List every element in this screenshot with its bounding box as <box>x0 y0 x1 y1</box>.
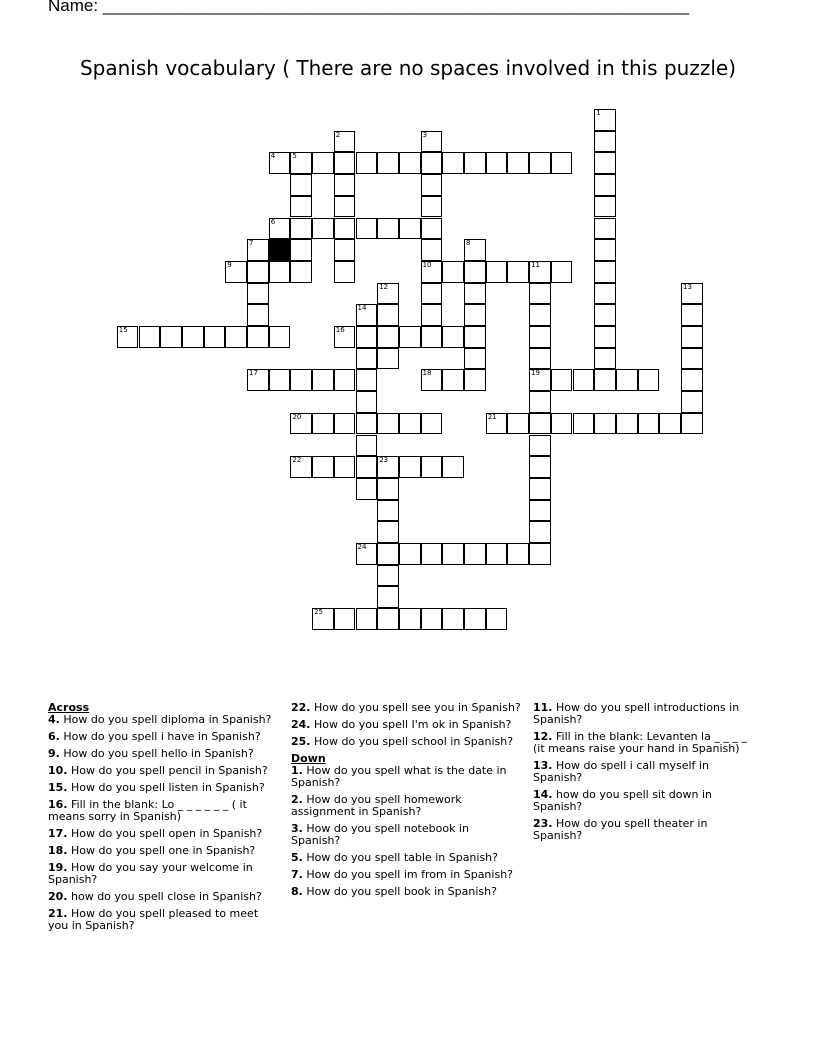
clue-item-text: Fill in the blank: Lo _ _ _ _ _ _ ( it means sorry in Spanish) <box>48 798 247 823</box>
grid-cell[interactable] <box>334 239 356 261</box>
clue-number: 3 <box>422 130 428 139</box>
clue-item <box>48 765 272 777</box>
grid-cell[interactable] <box>507 543 529 565</box>
clue-item-text: How do you spell table in Spanish? <box>302 851 498 864</box>
clue-item-text: how do you spell sit down in Spanish? <box>533 788 712 813</box>
grid-cell[interactable] <box>464 543 486 565</box>
grid-cell[interactable] <box>356 543 378 565</box>
down-heading: Down <box>291 752 326 765</box>
grid-cell[interactable] <box>529 521 551 543</box>
clue-item <box>48 782 272 794</box>
grid-cell[interactable] <box>377 500 399 522</box>
grid-cell[interactable] <box>290 174 312 196</box>
clue-item <box>48 828 272 840</box>
grid-cell[interactable] <box>139 326 161 348</box>
clue-number: 1 <box>596 109 601 117</box>
clue-item-number: 2. <box>291 793 303 806</box>
grid-cell[interactable] <box>529 413 551 435</box>
grid-cell[interactable] <box>377 348 399 370</box>
clue-item-number: 18. <box>48 844 68 857</box>
clue-item-number: 9. <box>48 747 60 760</box>
clue-number: 16 <box>335 326 345 334</box>
grid-cell[interactable] <box>312 456 334 478</box>
grid-cell[interactable] <box>442 152 464 174</box>
clue-number: 19 <box>531 369 541 378</box>
grid-cell[interactable] <box>269 218 291 240</box>
grid-cell[interactable] <box>486 413 508 435</box>
clue-item <box>533 818 759 842</box>
grid-cell[interactable] <box>421 369 443 391</box>
grid-cell[interactable] <box>377 478 399 500</box>
clue-number: 25 <box>314 608 324 617</box>
clue-item <box>291 765 521 789</box>
grid-cell[interactable] <box>290 196 312 218</box>
name-field[interactable]: Name: ______________________________________________________________ <box>48 0 689 15</box>
grid-cell[interactable] <box>290 261 312 283</box>
grid-cell[interactable] <box>529 435 551 457</box>
clue-item-number: 16. <box>48 798 68 811</box>
grid-cell[interactable] <box>659 413 681 435</box>
clue-item <box>291 823 521 847</box>
grid-cell[interactable] <box>594 413 616 435</box>
grid-cell[interactable] <box>551 261 573 283</box>
grid-cell[interactable] <box>421 413 443 435</box>
clue-item-text: How do you spell one in Spanish? <box>67 844 256 857</box>
grid-cell[interactable] <box>247 369 269 391</box>
clue-item-text: How do you spell I'm ok in Spanish? <box>310 718 512 731</box>
grid-cell[interactable] <box>594 152 616 174</box>
grid-cell[interactable] <box>442 456 464 478</box>
clue-item-number: 17. <box>48 827 68 840</box>
grid-cell[interactable] <box>334 218 356 240</box>
grid-cell[interactable] <box>399 326 421 348</box>
clue-number: 2 <box>335 130 341 139</box>
clue-item-text: How do you spell see you in Spanish? <box>310 701 521 714</box>
grid-cell[interactable] <box>442 326 464 348</box>
clue-item-text: How do you spell listen in Spanish? <box>67 781 265 794</box>
grid-cell[interactable] <box>529 348 551 370</box>
clue-number: 21 <box>487 412 497 421</box>
grid-cell[interactable] <box>334 456 356 478</box>
clue-item-number: 23. <box>533 817 553 830</box>
clue-item-text: How do you spell hello in Spanish? <box>59 747 254 760</box>
clue-item <box>48 908 272 932</box>
grid-cell[interactable] <box>464 326 486 348</box>
grid-cell[interactable] <box>334 608 356 630</box>
grid-cell[interactable] <box>594 326 616 348</box>
clue-item <box>291 719 521 731</box>
grid-cell[interactable] <box>356 413 378 435</box>
grid-cell[interactable] <box>486 543 508 565</box>
clue-item-text: How do you say your welcome in Spanish? <box>48 861 253 886</box>
clue-item-text: How do you spell i have in Spanish? <box>59 730 261 743</box>
grid-cell[interactable] <box>377 283 399 305</box>
clue-item-text: Fill in the blank: Levanten la _ _ _ _ (it means raise your hand in Spanish) <box>533 730 747 755</box>
grid-cell[interactable] <box>399 456 421 478</box>
grid-cell[interactable] <box>551 413 573 435</box>
clue-number: 11 <box>531 260 541 269</box>
clue-item-text: How do you spell pleased to meet you in Spanish? <box>48 907 259 932</box>
grid-cell[interactable] <box>356 218 378 240</box>
clue-item <box>48 862 272 886</box>
grid-cell[interactable] <box>421 283 443 305</box>
clue-number: 7 <box>249 239 254 248</box>
clue-item-number: 24. <box>291 718 311 731</box>
clues-column-2 <box>291 702 521 903</box>
clue-number: 5 <box>292 152 297 161</box>
clue-item-number: 4. <box>48 713 60 726</box>
grid-cell[interactable] <box>117 326 139 348</box>
grid-cell[interactable] <box>399 218 421 240</box>
grid-cell[interactable] <box>529 152 551 174</box>
clue-number: 10 <box>422 260 432 269</box>
clue-item-number: 8. <box>291 885 303 898</box>
clue-item-text: How do you spell pencil in Spanish? <box>67 764 268 777</box>
grid-cell[interactable] <box>312 369 334 391</box>
grid-cell[interactable] <box>594 218 616 240</box>
clue-item <box>291 886 521 898</box>
grid-cell[interactable] <box>421 326 443 348</box>
clue-item-text: How do you spell diploma in Spanish? <box>59 713 272 726</box>
grid-cell[interactable] <box>464 152 486 174</box>
clue-item <box>291 869 521 881</box>
grid-cell[interactable] <box>421 608 443 630</box>
grid-cell[interactable] <box>356 478 378 500</box>
grid-cell[interactable] <box>334 196 356 218</box>
clue-item-text: How do you spell im from in Spanish? <box>302 868 514 881</box>
grid-cell[interactable] <box>507 413 529 435</box>
grid-cell[interactable] <box>377 413 399 435</box>
grid-cell[interactable] <box>464 261 486 283</box>
clue-item-text: How do you spell notebook in Spanish? <box>291 822 469 847</box>
clue-item-text: How do you spell school in Spanish? <box>310 735 514 748</box>
grid-cell[interactable] <box>421 196 443 218</box>
grid-cell[interactable] <box>594 109 616 131</box>
clue-item-text: How do you spell open in Spanish? <box>67 827 263 840</box>
grid-cell[interactable] <box>247 283 269 305</box>
grid-cell[interactable] <box>616 369 638 391</box>
grid-cell[interactable] <box>638 369 660 391</box>
grid-cell[interactable] <box>681 348 703 370</box>
grid-cell[interactable] <box>421 131 443 153</box>
grid-cell[interactable] <box>594 348 616 370</box>
grid-cell[interactable] <box>421 261 443 283</box>
grid-cell[interactable] <box>594 131 616 153</box>
grid-cell[interactable] <box>507 152 529 174</box>
grid-cell[interactable] <box>399 543 421 565</box>
grid-cell[interactable] <box>681 413 703 435</box>
grid-cell[interactable] <box>290 152 312 174</box>
grid-cell[interactable] <box>160 326 182 348</box>
clue-number: 4 <box>270 152 276 161</box>
grid-cell[interactable] <box>529 391 551 413</box>
grid-cell[interactable] <box>290 456 312 478</box>
clue-item-number: 12. <box>533 730 553 743</box>
grid-cell[interactable] <box>464 608 486 630</box>
grid-cell[interactable] <box>269 152 291 174</box>
clue-item <box>533 731 759 755</box>
clue-item <box>48 891 272 903</box>
grid-cell[interactable] <box>486 152 508 174</box>
clue-item-number: 3. <box>291 822 303 835</box>
grid-cell[interactable] <box>399 152 421 174</box>
clue-item <box>533 760 759 784</box>
grid-cell[interactable] <box>377 565 399 587</box>
grid-cell[interactable] <box>573 413 595 435</box>
clue-item-text: How do spell i call myself in Spanish? <box>533 759 709 784</box>
grid-cell[interactable] <box>334 152 356 174</box>
grid-cell[interactable] <box>442 608 464 630</box>
clue-item-number: 11. <box>533 701 553 714</box>
grid-cell[interactable] <box>377 521 399 543</box>
grid-cell[interactable] <box>334 131 356 153</box>
clue-item-number: 25. <box>291 735 311 748</box>
grid-cell[interactable] <box>356 304 378 326</box>
clue-item <box>48 714 272 726</box>
grid-cell[interactable] <box>312 218 334 240</box>
grid-cell[interactable] <box>356 152 378 174</box>
grid-cell[interactable] <box>529 478 551 500</box>
grid-cell[interactable] <box>442 261 464 283</box>
page-title: Spanish vocabulary ( There are no spaces involved in this puzzle) <box>79 56 736 80</box>
clue-number: 13 <box>683 282 692 291</box>
grid-cell[interactable] <box>356 435 378 457</box>
grid-cell[interactable] <box>551 369 573 391</box>
grid-cell[interactable] <box>616 413 638 435</box>
clues-column-1 <box>48 702 272 937</box>
grid-cell[interactable] <box>464 239 486 261</box>
grid-cell[interactable] <box>529 543 551 565</box>
clue-item-number: 5. <box>291 851 303 864</box>
clue-item <box>291 852 521 864</box>
grid-cell[interactable] <box>356 391 378 413</box>
clue-item-number: 10. <box>48 764 68 777</box>
grid-cell[interactable] <box>269 326 291 348</box>
grid-cell[interactable] <box>529 326 551 348</box>
grid-cell[interactable] <box>377 152 399 174</box>
clue-item-number: 1. <box>291 764 303 777</box>
clue-item-number: 20. <box>48 890 68 903</box>
grid-cell[interactable] <box>421 239 443 261</box>
grid-cell[interactable] <box>377 608 399 630</box>
grid-cell[interactable] <box>377 218 399 240</box>
clue-number: 17 <box>249 369 258 378</box>
grid-cell[interactable] <box>334 326 356 348</box>
clue-item-number: 22. <box>291 701 311 714</box>
grid-cell[interactable] <box>594 239 616 261</box>
grid-cell[interactable] <box>594 261 616 283</box>
clue-item <box>48 731 272 743</box>
clue-item-number: 19. <box>48 861 68 874</box>
grid-cell[interactable] <box>334 413 356 435</box>
grid-cell[interactable] <box>334 174 356 196</box>
grid-cell[interactable] <box>377 304 399 326</box>
clue-number: 8 <box>466 239 471 248</box>
clue-item-number: 14. <box>533 788 553 801</box>
grid-cell[interactable] <box>594 196 616 218</box>
clue-item <box>48 799 272 823</box>
clue-number: 18 <box>422 369 432 378</box>
grid-cell[interactable] <box>356 608 378 630</box>
grid-cell[interactable] <box>225 261 247 283</box>
grid-cell[interactable] <box>290 369 312 391</box>
clue-item-text: How do you spell book in Spanish? <box>302 885 497 898</box>
black-cell <box>269 239 291 261</box>
grid-cell[interactable] <box>529 261 551 283</box>
grid-cell[interactable] <box>247 304 269 326</box>
grid-cell[interactable] <box>269 369 291 391</box>
grid-cell[interactable] <box>529 456 551 478</box>
clue-item <box>48 748 272 760</box>
grid-cell[interactable] <box>594 283 616 305</box>
grid-cell[interactable] <box>356 456 378 478</box>
grid-cell[interactable] <box>247 239 269 261</box>
grid-cell[interactable] <box>507 261 529 283</box>
grid-cell[interactable] <box>356 348 378 370</box>
clue-item-text: how do you spell close in Spanish? <box>67 890 262 903</box>
grid-cell[interactable] <box>247 326 269 348</box>
clue-number: 6 <box>270 217 276 226</box>
grid-cell[interactable] <box>356 369 378 391</box>
clue-item-text: How do you spell theater in Spanish? <box>533 817 708 842</box>
grid-cell[interactable] <box>486 608 508 630</box>
grid-cell[interactable] <box>529 500 551 522</box>
grid-cell[interactable] <box>551 152 573 174</box>
clue-item-text: How do you spell introductions in Spanish? <box>533 701 740 726</box>
grid-cell[interactable] <box>421 218 443 240</box>
grid-cell[interactable] <box>377 326 399 348</box>
grid-cell[interactable] <box>594 174 616 196</box>
grid-cell[interactable] <box>573 369 595 391</box>
clue-number: 22 <box>292 456 302 465</box>
clue-item <box>291 736 521 748</box>
grid-cell[interactable] <box>464 304 486 326</box>
grid-cell[interactable] <box>421 304 443 326</box>
grid-cell[interactable] <box>182 326 204 348</box>
grid-cell[interactable] <box>377 456 399 478</box>
grid-cell[interactable] <box>290 413 312 435</box>
clue-item-number: 15. <box>48 781 68 794</box>
grid-cell[interactable] <box>377 586 399 608</box>
grid-cell[interactable] <box>356 326 378 348</box>
grid-cell[interactable] <box>290 239 312 261</box>
grid-cell[interactable] <box>247 261 269 283</box>
clues-column-3 <box>533 702 759 847</box>
grid-cell[interactable] <box>594 369 616 391</box>
clue-item <box>291 702 521 714</box>
clue-number: 9 <box>227 260 232 269</box>
grid-cell[interactable] <box>399 413 421 435</box>
grid-cell[interactable] <box>464 369 486 391</box>
grid-cell[interactable] <box>204 326 226 348</box>
grid-cell[interactable] <box>529 369 551 391</box>
grid-cell[interactable] <box>290 218 312 240</box>
grid-cell[interactable] <box>486 261 508 283</box>
grid-cell[interactable] <box>681 391 703 413</box>
clue-item-text: How do you spell homework assignment in Spanish? <box>291 793 462 818</box>
grid-cell[interactable] <box>421 152 443 174</box>
grid-cell[interactable] <box>421 543 443 565</box>
clue-item-text: How do you spell what is the date in Spanish? <box>291 764 507 789</box>
grid-cell[interactable] <box>442 543 464 565</box>
grid-cell[interactable] <box>334 261 356 283</box>
grid-cell[interactable] <box>399 608 421 630</box>
grid-cell[interactable] <box>681 283 703 305</box>
clue-item <box>48 845 272 857</box>
grid-cell[interactable] <box>529 304 551 326</box>
grid-cell[interactable] <box>377 543 399 565</box>
grid-cell[interactable] <box>269 261 291 283</box>
grid-cell[interactable] <box>464 348 486 370</box>
grid-cell[interactable] <box>312 152 334 174</box>
clue-item-number: 13. <box>533 759 553 772</box>
grid-cell[interactable] <box>442 369 464 391</box>
clue-item <box>291 794 521 818</box>
grid-cell[interactable] <box>421 174 443 196</box>
grid-cell[interactable] <box>594 304 616 326</box>
clue-number: 24 <box>357 543 367 551</box>
grid-cell[interactable] <box>225 326 247 348</box>
clue-item-number: 21. <box>48 907 68 920</box>
grid-cell[interactable] <box>312 608 334 630</box>
clue-number: 20 <box>292 412 302 421</box>
grid-cell[interactable] <box>681 304 703 326</box>
across-heading: Across <box>48 701 90 714</box>
grid-cell[interactable] <box>681 369 703 391</box>
clue-item-number: 6. <box>48 730 60 743</box>
clue-number: 23 <box>379 456 389 465</box>
clue-item-number: 7. <box>291 868 303 881</box>
grid-cell[interactable] <box>529 283 551 305</box>
clue-number: 14 <box>357 304 367 313</box>
grid-cell[interactable] <box>681 326 703 348</box>
clue-number: 12 <box>379 282 389 291</box>
grid-cell[interactable] <box>421 456 443 478</box>
grid-cell[interactable] <box>334 369 356 391</box>
grid-cell[interactable] <box>638 413 660 435</box>
clue-item <box>533 702 759 726</box>
clue-item <box>533 789 759 813</box>
clue-number: 15 <box>118 326 128 334</box>
grid-cell[interactable] <box>464 283 486 305</box>
grid-cell[interactable] <box>312 413 334 435</box>
